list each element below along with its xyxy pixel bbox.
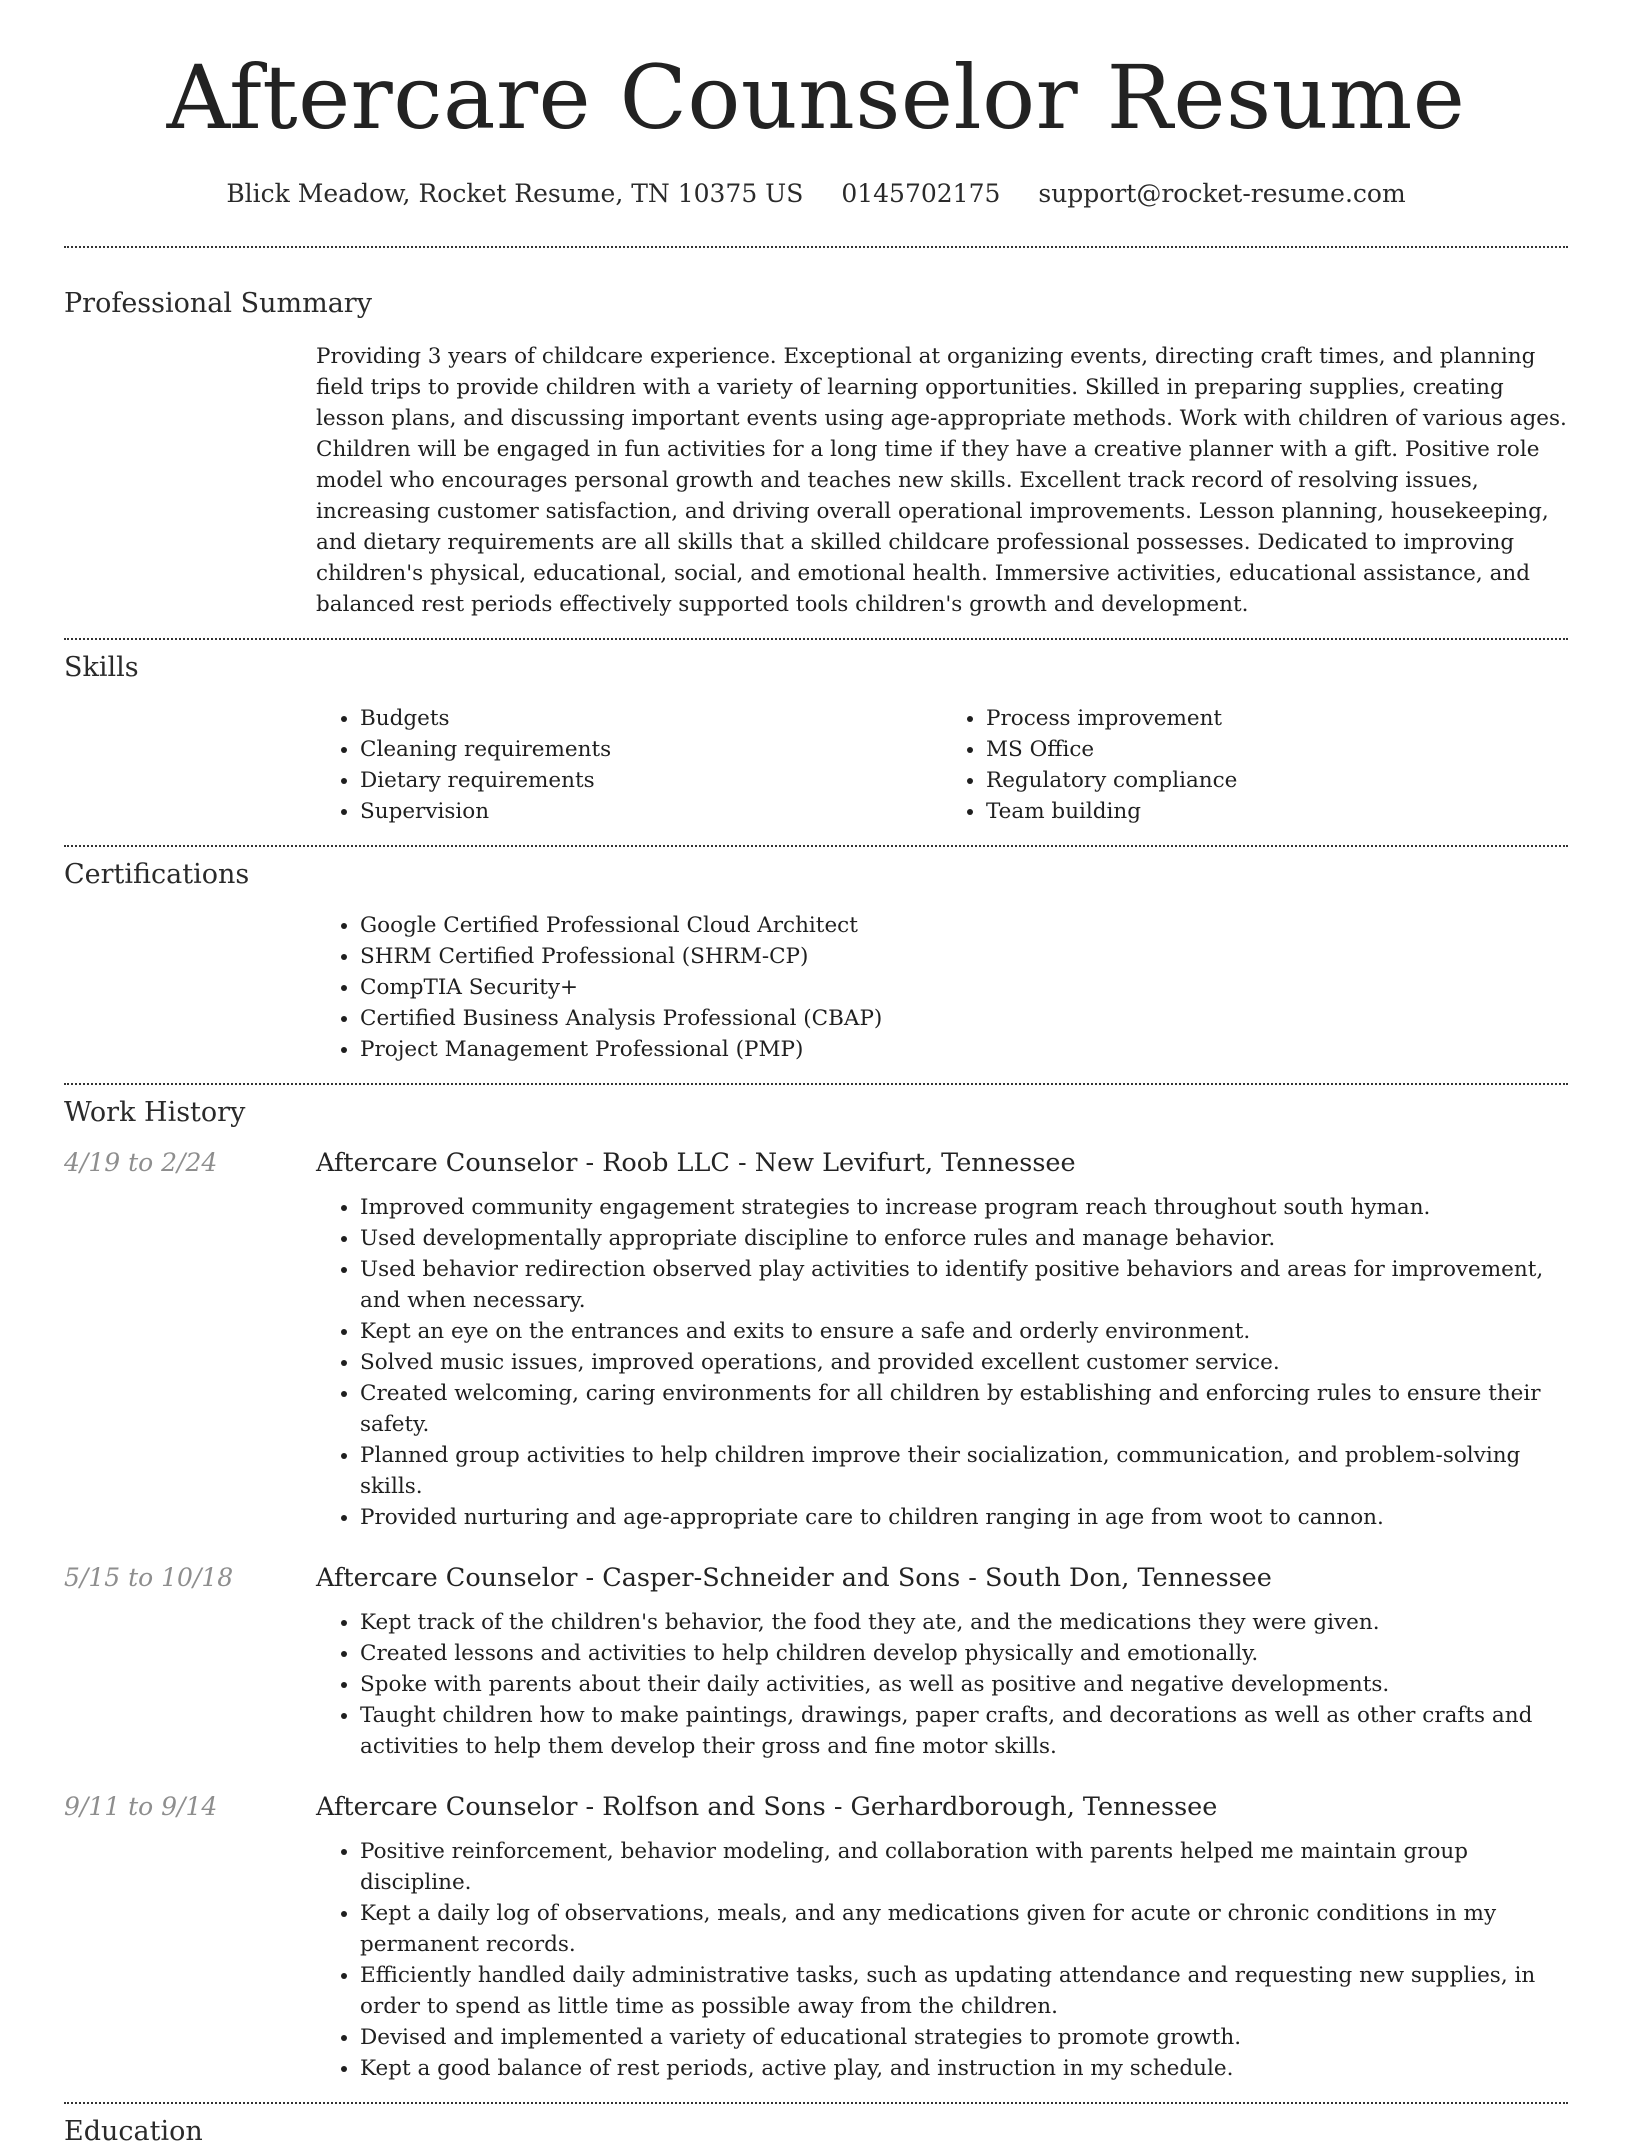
skill-item: • Team building [986, 796, 1568, 827]
summary-text: Providing 3 years of childcare experience. Exceptional at organizing events, directing craft times, and planning field trips to provide children with a variety of learning opportunities. Skilled in preparing supplies, creating lesson plans, and discussing important events using age-appropriate methods. Work with children of various ages. Children will be engaged in fun activities for a long time if they have a creative planner with a gift. Positive role model who encourages personal growth and teaches new skills. Excellent track record of resolving issues, increasing customer satisfaction, and driving overall operational improvements. Lesson planning, housekeeping, and dietary requirements are all skills that a skilled childcare professional possesses. Dedicated to improving children's physical, educational, social, and emotional health. Immersive activities, educational assistance, and balanced rest periods effectively supported tools children's growth and development. [316, 343, 1567, 617]
job-bullet: • Kept an eye on the entrances and exits to ensure a safe and orderly environment. [360, 1316, 1568, 1347]
contact-email: support@rocket-resume.com [1038, 178, 1406, 208]
job-bullet: • Solved music issues, improved operations, and provided excellent customer service. [360, 1347, 1568, 1378]
certification-item: • SHRM Certified Professional (SHRM-CP) [360, 941, 1568, 972]
job-bullet: • Created welcoming, caring environments for all children by establishing and enforcing rules to ensure their safety. [360, 1378, 1568, 1440]
certification-item: • CompTIA Security+ [360, 972, 1568, 1003]
job-bullet: • Taught children how to make paintings, drawings, paper crafts, and decorations as well as other crafts and activities to help them develop their gross and fine motor skills. [360, 1700, 1568, 1762]
job-title: Aftercare Counselor - Casper-Schneider and Sons - South Don, Tennessee [316, 1562, 1272, 1593]
job-bullet: • Kept a good balance of rest periods, active play, and instruction in my schedule. [360, 2053, 1568, 2084]
job-bullet: • Efficiently handled daily administrative tasks, such as updating attendance and requesting new supplies, in order to spend as little time as possible away from the children. [360, 1960, 1568, 2022]
skills-list-left [316, 703, 942, 827]
work-section [0, 1097, 1632, 2084]
education-heading: Education [64, 2115, 203, 2147]
certification-item: • Project Management Professional (PMP) [360, 1034, 1568, 1065]
summary-heading: Professional Summary [64, 287, 372, 319]
job-bullet: • Used developmentally appropriate discipline to enforce rules and manage behavior. [360, 1223, 1568, 1254]
job-dates: 5/15 to 10/18 [64, 1562, 234, 1592]
resume-title: Aftercare Counselor Resume [166, 46, 1466, 149]
job-bullet: • Kept track of the children's behavior, the food they ate, and the medications they were given. [360, 1607, 1568, 1638]
contact-address: Blick Meadow, Rocket Resume, TN 10375 US [226, 178, 804, 208]
skills-section [0, 652, 1632, 827]
education-section [0, 2116, 1632, 2147]
contact-line [0, 179, 1632, 208]
job-bullets [316, 1192, 1568, 1533]
skill-item: • MS Office [986, 734, 1568, 765]
job-bullet: • Devised and implemented a variety of educational strategies to promote growth. [360, 2022, 1568, 2053]
job-bullet: • Positive reinforcement, behavior modeling, and collaboration with parents helped me maintain group discipline. [360, 1836, 1568, 1898]
job-bullet: • Provided nurturing and age-appropriate care to children ranging in age from woot to cannon. [360, 1502, 1568, 1533]
certification-item: • Google Certified Professional Cloud Architect [360, 910, 1568, 941]
job-title: Aftercare Counselor - Roob LLC - New Levifurt, Tennessee [316, 1147, 1076, 1178]
summary-section [0, 288, 1632, 620]
certifications-section [0, 859, 1632, 1065]
skills-heading: Skills [64, 651, 139, 683]
job-bullet: • Created lessons and activities to help children develop physically and emotionally. [360, 1638, 1568, 1669]
certification-item: • Certified Business Analysis Professional (CBAP) [360, 1003, 1568, 1034]
job-bullet: • Kept a daily log of observations, meals, and any medications given for acute or chronic conditions in my permanent records. [360, 1898, 1568, 1960]
contact-phone: 0145702175 [841, 178, 1001, 208]
job-bullet: • Used behavior redirection observed play activities to identify positive behaviors and areas for improvement, and when necessary. [360, 1254, 1568, 1316]
job-bullet: • Improved community engagement strategies to increase program reach throughout south hyman. [360, 1192, 1568, 1223]
job-entry [64, 1563, 1568, 1762]
skill-item: • Regulatory compliance [986, 765, 1568, 796]
job-bullets [316, 1607, 1568, 1762]
job-title: Aftercare Counselor - Rolfson and Sons - Gerhardborough, Tennessee [316, 1791, 1218, 1822]
skill-item: • Cleaning requirements [360, 734, 942, 765]
section-divider [64, 845, 1568, 847]
skill-item: • Dietary requirements [360, 765, 942, 796]
skill-item: • Budgets [360, 703, 942, 734]
skills-list-right [942, 703, 1568, 827]
certifications-heading: Certifications [64, 858, 250, 890]
job-bullet: • Spoke with parents about their daily activities, as well as positive and negative developments. [360, 1669, 1568, 1700]
work-heading: Work History [64, 1096, 246, 1128]
job-dates: 9/11 to 9/14 [64, 1791, 218, 1821]
section-divider [64, 638, 1568, 640]
job-entry [64, 1792, 1568, 2084]
job-dates: 4/19 to 2/24 [64, 1147, 218, 1177]
job-bullet: • Planned group activities to help children improve their socialization, communication, and problem-solving skills. [360, 1440, 1568, 1502]
section-divider [64, 2102, 1568, 2104]
job-bullets [316, 1836, 1568, 2084]
skill-item: • Process improvement [986, 703, 1568, 734]
job-entry [64, 1148, 1568, 1533]
section-divider [64, 246, 1568, 248]
certifications-list [316, 910, 1568, 1065]
skill-item: • Supervision [360, 796, 942, 827]
section-divider [64, 1083, 1568, 1085]
